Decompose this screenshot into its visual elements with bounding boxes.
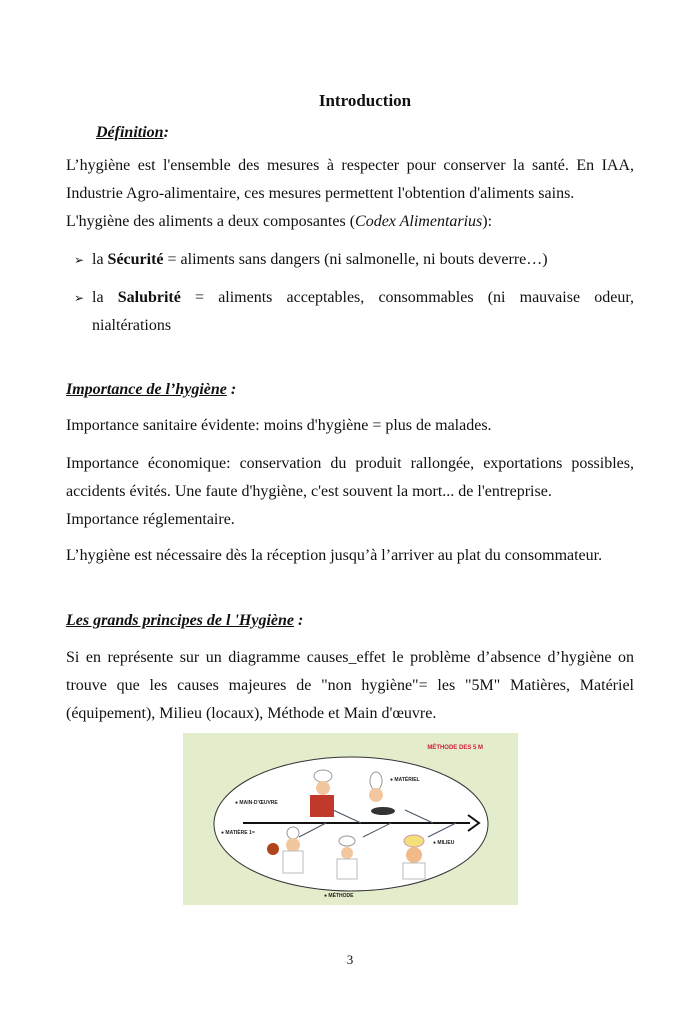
bullet-item: ➢ la Sécurité = aliments sans dangers (ni salmonelle, ni bouts deverre…) (74, 251, 548, 268)
arrow-bullet-icon: ➢ (74, 253, 85, 267)
label-materiel: ● MATÉRIEL (390, 777, 420, 783)
page-number: 3 (346, 952, 354, 967)
label-main-doeuvre: ● MAIN-D’ŒUVRE (235, 800, 278, 806)
arrow-bullet-icon: ➢ (74, 291, 85, 305)
paragraph-line: Industrie Agro-alimentaire, ces mesures permettent l'obtention d'aliments sains. (66, 185, 575, 202)
definition-heading: Définition: (96, 124, 169, 141)
importance-heading: Importance de l’hygiène : (66, 381, 237, 398)
paragraph-line: L'hygiène des aliments a deux composantes (Codex Alimentarius): (66, 213, 493, 230)
chef-icon (403, 835, 425, 879)
paragraph-line: L’hygiène est nécessaire dès la réception jusqu’à l’arriver au plat du consommateur. (66, 547, 603, 564)
principes-heading: Les grands principes de l 'Hygiène : (66, 612, 304, 629)
paragraph-line: Importance économique: conservation du produit rallongée, exportations possibles, (66, 455, 634, 472)
paragraph-line: Si en représente sur un diagramme causes_effet le problème d’absence d’hygiène on (66, 649, 634, 666)
paragraph-line: Importance réglementaire. (66, 511, 235, 528)
paragraph-line: (équipement), Milieu (locaux), Méthode et Main d'œuvre. (66, 705, 437, 722)
label-milieu: ● MILIEU (433, 840, 455, 846)
paragraph-line: L’hygiène est l'ensemble des mesures à respecter pour conserver la santé. En IAA, (66, 157, 634, 174)
figure-title: MÉTHODE DES 5 M (427, 745, 483, 751)
bullet-item: ➢ la Salubrité = aliments acceptables, consommables (ni mauvaise odeur, (74, 289, 635, 306)
five-m-diagram (183, 733, 518, 905)
paragraph-line: trouve que les causes majeures de "non hygiène"= les "5M" Matières, Matériel (66, 677, 634, 694)
label-methode: ● MÉTHODE (324, 893, 354, 899)
paragraph-line: Importance sanitaire évidente: moins d'hygiène = plus de malades. (66, 417, 492, 434)
bullet-continuation: nialtérations (92, 317, 172, 334)
paragraph-line: accidents évités. Une faute d'hygiène, c'est souvent la mort... de l'entreprise. (66, 483, 552, 500)
label-matiere: ● MATIÈRE 1ʳᵉ (221, 830, 255, 836)
page-title: Introduction (318, 91, 412, 110)
